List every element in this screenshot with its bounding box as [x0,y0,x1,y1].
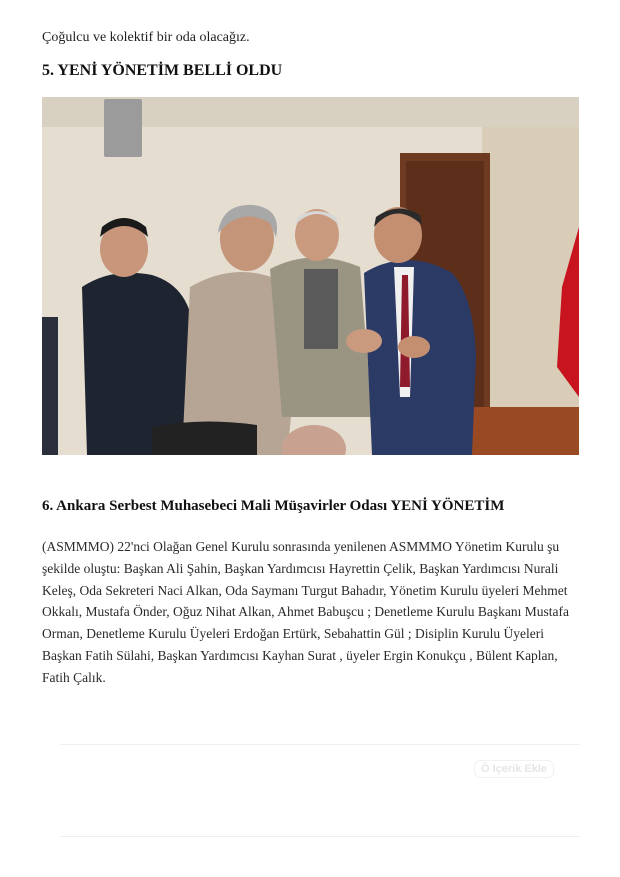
person-edge-left [42,317,58,455]
handshake-hand-right [398,336,430,358]
section-6-body: (ASMMMO) 22'nci Olağan Genel Kurulu sonrasında yenilenen ASMMMO Yönetim Kurulu şu şekilde oluştu: Başkan Ali Şahin, Başkan Yardımcısı Hayrettin Çelik, Başkan Yardımcısı Nurali Keleş, Oda Sekreteri Naci Alkan, Oda Saymanı Turgut Bahadır, Yönetim Kurulu üyeleri Mehmet Okkalı, Mustafa Önder, Oğuz Nihat Alkan, Ahmet Babuşcu ; Denetleme Kurulu Başkanı Mustafa Orman, Denetleme Kurulu Üyeleri Erdoğan Ertürk, Sebahattin Gül ; Disiplin Kurulu Üyeleri Başkan Fatih Sülahi, Başkan Yardımcısı Kayhan Surat , üyeler Ergin Konukçu , Bülent Kaplan, Fatih Çalık. [42,539,569,685]
photo-floor [462,407,579,455]
handshake-hands [346,329,382,353]
wall-speaker [104,99,142,157]
footer-divider-1 [60,744,580,745]
footer-divider-2 [60,836,580,837]
person-3-shirt [304,269,338,349]
section-5-heading: 5. YENİ YÖNETİM BELLİ OLDU [42,62,283,79]
foreground-chair [152,421,257,455]
add-content-badge[interactable]: Ö Içerik Ekle [474,760,554,778]
section-6-heading: 6. Ankara Serbest Muhasebeci Mali Müşavirler Odası YENİ YÖNETİM [42,498,505,514]
news-photo [42,97,579,455]
photo-illustration [42,97,579,455]
person-4-body [364,260,476,455]
intro-paragraph: Çoğulcu ve kolektif bir oda olacağız. [42,30,250,45]
